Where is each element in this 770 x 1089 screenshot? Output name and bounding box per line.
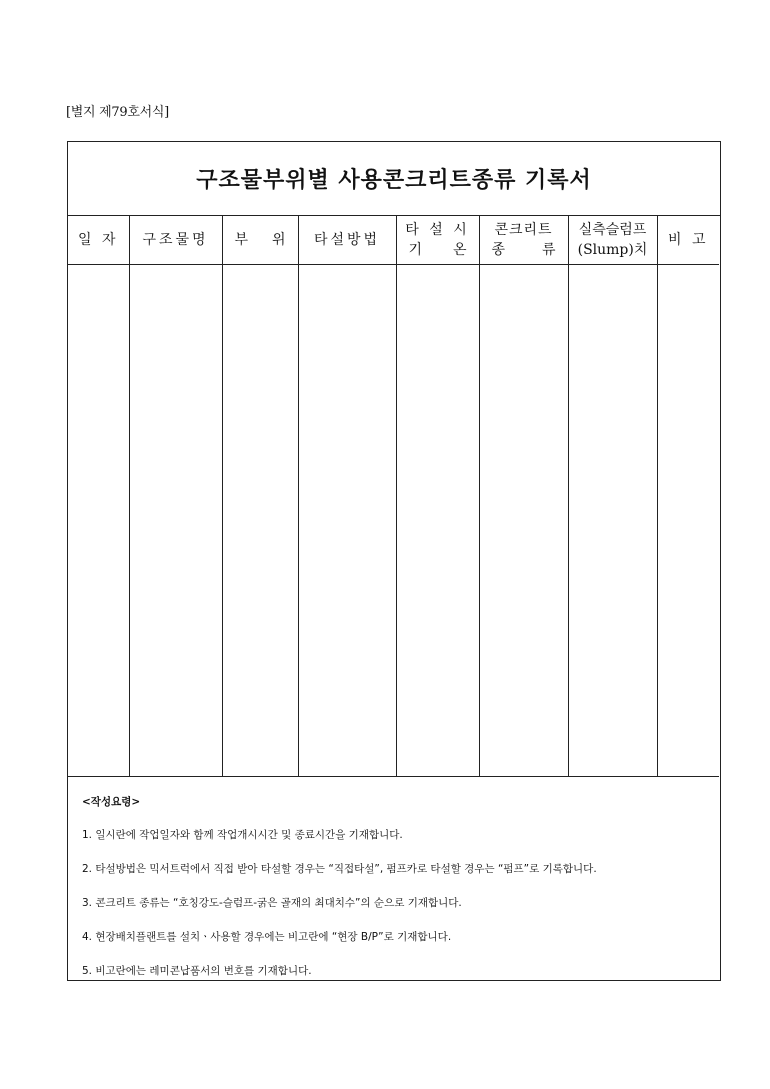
record-form (67, 141, 721, 981)
form-title: 구조물부위별 사용콘크리트종류 기록서 (68, 142, 720, 216)
instructions-section (68, 776, 720, 997)
form-number-label: [별지 제79호서식] (66, 105, 169, 120)
col-header-pour-temperature: 타 설 시 기 온 (396, 216, 479, 264)
instruction-item: 4. 현장배치플랜트를 설치ㆍ사용할 경우에는 비고란에 “현장 B/P”로 기재합니다. (82, 931, 452, 943)
instruction-item: 1. 일시란에 작업일자와 함께 작업개시시간 및 종료시간을 기재합니다. (82, 829, 403, 841)
col-header-remarks: 비 고 (657, 216, 719, 264)
instruction-item: 2. 타설방법은 믹서트럭에서 직접 받아 타설할 경우는 “직접타설”, 펌프카로 타설할 경우는 “펌프”로 기록합니다. (82, 863, 597, 875)
header-row (68, 216, 719, 264)
cell-date[interactable] (68, 264, 129, 776)
cell-slump[interactable] (568, 264, 657, 776)
instruction-item: 5. 비고란에는 레미콘납품서의 번호를 기재합니다. (82, 965, 312, 977)
col-header-date: 일 자 (68, 216, 129, 264)
cell-concrete-type[interactable] (479, 264, 568, 776)
col-header-structure-name: 구조물명 (129, 216, 222, 264)
col-header-part: 부 위 (222, 216, 298, 264)
cell-pour-method[interactable] (298, 264, 396, 776)
record-table (68, 216, 719, 777)
col-header-pour-method: 타설방법 (298, 216, 396, 264)
cell-pour-temperature[interactable] (396, 264, 479, 776)
cell-part[interactable] (222, 264, 298, 776)
col-header-slump: 실측슬럼프 (Slump)치 (568, 216, 657, 264)
instructions-heading: <작성요령> (82, 796, 141, 808)
cell-remarks[interactable] (657, 264, 719, 776)
cell-structure-name[interactable] (129, 264, 222, 776)
table-row (68, 264, 719, 776)
instruction-item: 3. 콘크리트 종류는 “호칭강도-슬럼프-굵은 골재의 최대치수”의 순으로 기재합니다. (82, 897, 462, 909)
col-header-concrete-type: 콘크리트 종 류 (479, 216, 568, 264)
